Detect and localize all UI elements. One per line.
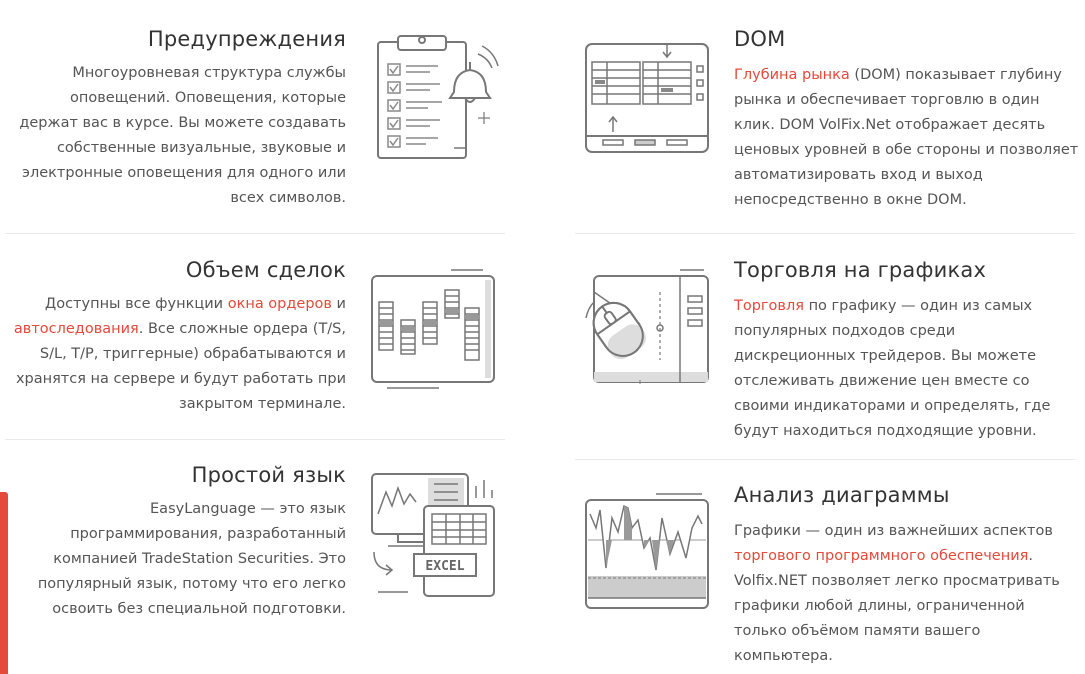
volume-bars-icon — [369, 266, 499, 390]
feature-description: Многоуровневая структура службы оповещений. Оповещения, которые держат вас в курсе. Вы можете создавать собственные визуальные, звуковые и электронные оповещения для одного или всех символов. — [19, 65, 346, 206]
divider — [575, 233, 1075, 234]
feature-title: Анализ диаграммы — [734, 483, 950, 507]
order-window-link[interactable]: окна ордеров — [227, 296, 332, 312]
feature-alerts — [10, 26, 346, 211]
feature-title: DOM — [734, 27, 786, 51]
feature-description: Доступны все функции окна ордеров и автоследования. Все сложные ордера (T/S, S/L, T/P, триггерные) обрабатываются и хранятся на сервере и будут работать при закрытом терминале. — [13, 296, 346, 412]
chart-analysis-icon — [582, 488, 712, 612]
feature-description: Торговля по графику — один из самых популярных подходов среди дискреционных трейдеров. Вы можете отслеживать движение цен вместе со своими индикаторами и определять, где будут находиться подходящие уровни. — [734, 298, 1051, 439]
mouse-chart-icon — [580, 268, 712, 392]
divider — [5, 439, 505, 440]
feature-title: Торговля на графиках — [734, 258, 987, 282]
feature-title: Простой язык — [191, 463, 346, 487]
alert-bell-clipboard-icon — [370, 32, 500, 164]
depth-of-market-link[interactable]: Глубина рынка — [734, 67, 850, 83]
feature-title: Предупреждения — [147, 27, 346, 51]
autofollow-link[interactable]: автоследования — [13, 321, 139, 337]
feature-dom — [734, 26, 1079, 213]
feature-description: Графики — один из важнейших аспектов торгового программного обеспечения. Volfix.NET позволяет легко просматривать графики любой длины, ограниченной только объёмом памяти вашего компьютера. — [734, 523, 1060, 664]
feature-title: Объем сделок — [185, 258, 346, 282]
trading-software-link[interactable]: торгового программного обеспечения — [734, 548, 1029, 564]
feature-description: EasyLanguage — это язык программирования, разработанный компанией TradeStation Securities. Это популярный язык, потому что его легко освоить без специальной подготовки. — [37, 501, 346, 617]
trading-link[interactable]: Торговля — [734, 298, 804, 314]
divider — [575, 459, 1075, 460]
excel-label: EXCEL — [425, 559, 465, 574]
feature-simple-language — [0, 462, 346, 622]
feature-chart-trading — [734, 257, 1079, 444]
feature-description: Глубина рынка (DOM) показывает глубину рынка и обеспечивает торговлю в один клик. DOM VolFix.Net отображает десять ценовых уровней в обе стороны и позволяет автоматизировать вход и выход непосредственно в окне DOM. — [734, 67, 1079, 208]
feature-volume — [10, 257, 346, 417]
feature-chart-analysis — [734, 482, 1079, 669]
divider — [5, 233, 505, 234]
excel-export-icon — [368, 470, 500, 602]
dom-ladder-icon — [583, 40, 713, 155]
